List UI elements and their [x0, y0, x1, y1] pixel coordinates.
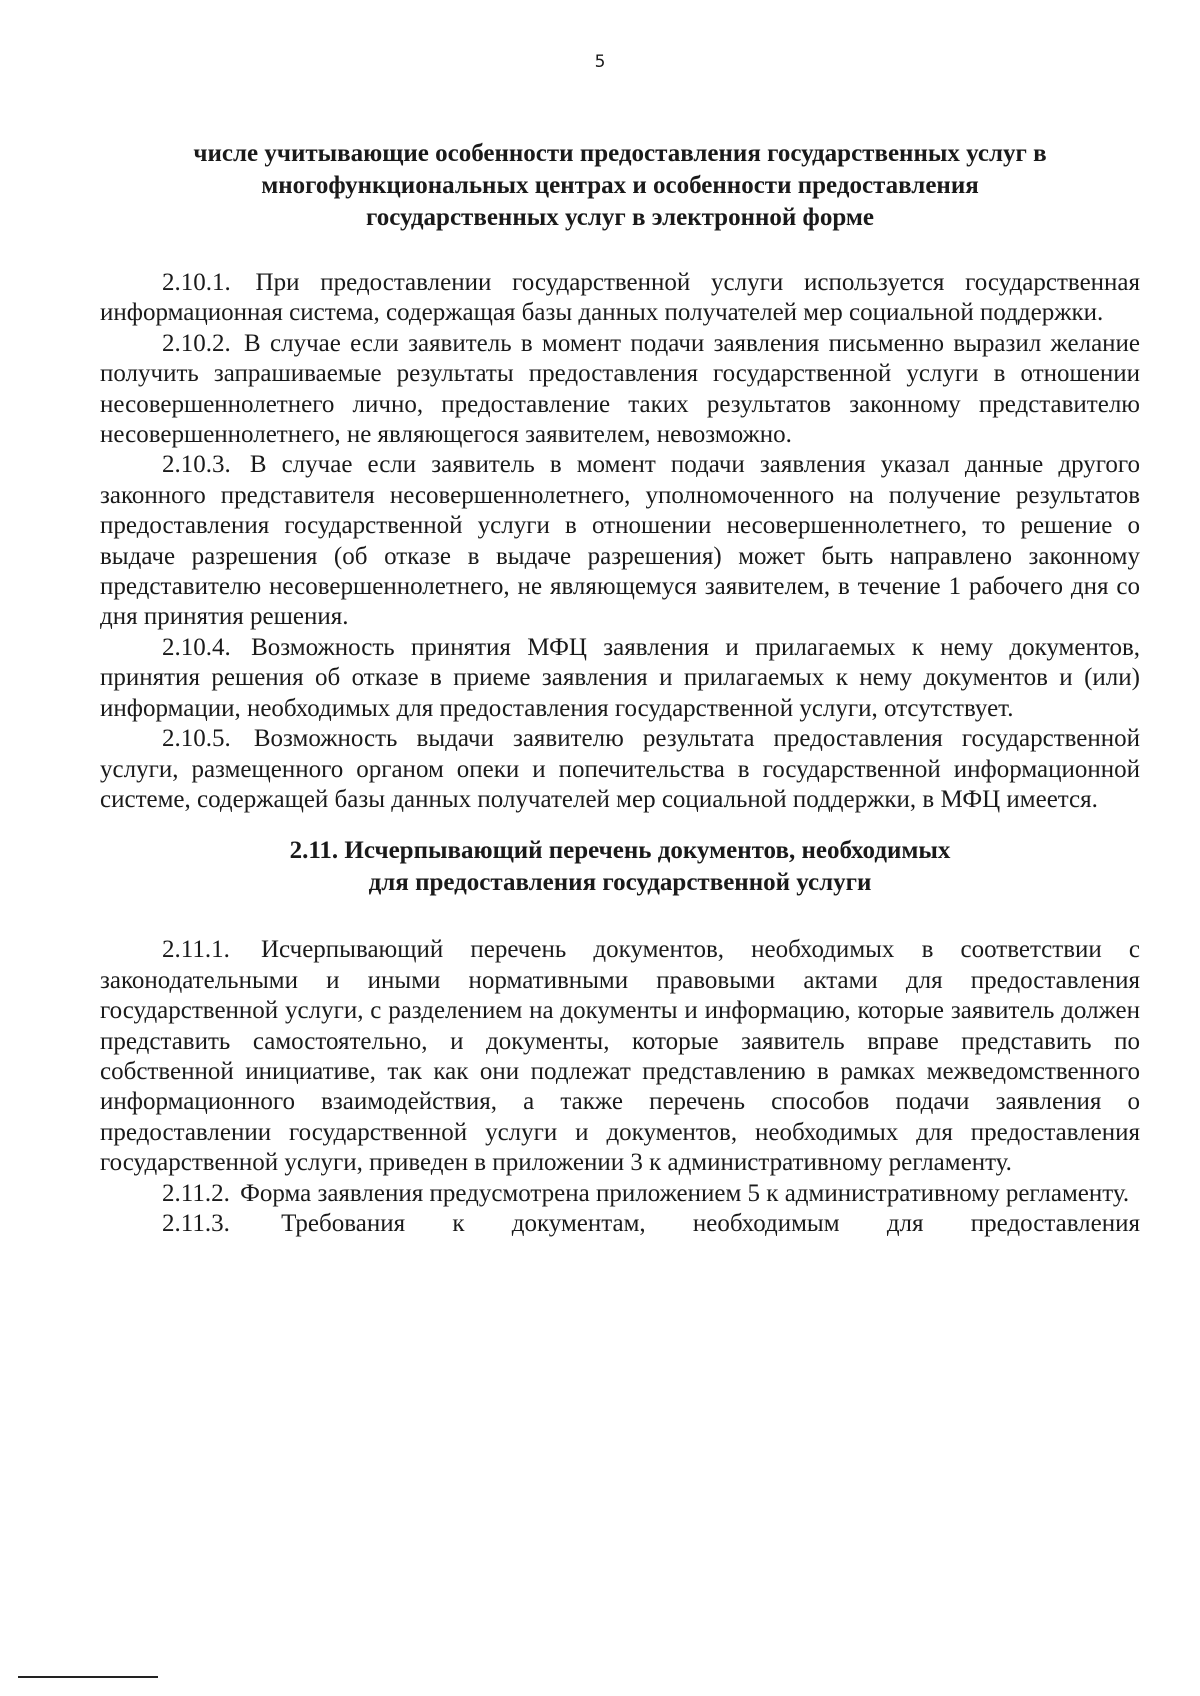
paragraph-2-11-2 [100, 1179, 1140, 1209]
clause-number: 2.10.2. [162, 329, 231, 357]
paragraph-2-10-1 [100, 268, 1140, 329]
clause-number: 2.10.1. [162, 269, 231, 296]
clause-text: Требования к документам, необходимым для предоставления [281, 1209, 1141, 1237]
clause-text: Исчерпывающий перечень документов, необходимых в соответствии с законодательными и иными нормативными правовыми актами для предоставления государственной услуги, с разделением на документы и информацию, которые заявитель должен представить самостоятельно, и документы, которые заявитель вправе представить по собственной инициативе, так как они подлежат представлению в рамках межведомственного информационного взаимодействия, а также перечень способов подачи заявления о предоставлении государственной услуги и документов, необходимых для предоставления государственной услуги, приведен в приложении 3 к административному регламенту. [100, 936, 1140, 1177]
heading-line: многофункциональных центрах и особенности предоставления [261, 172, 979, 199]
clause-number: 2.11.2. [162, 1179, 230, 1207]
clause-number: 2.10.3. [162, 451, 231, 479]
section-heading-2-10 [100, 138, 1140, 234]
heading-line: государственных услуг в электронной форме [365, 204, 874, 231]
paragraph-2-10-2 [100, 329, 1140, 451]
heading-line: 2.11. Исчерпывающий перечень документов, необходимых [289, 837, 951, 865]
section-heading-2-11 [100, 835, 1140, 899]
paragraph-2-11-1 [100, 935, 1140, 1178]
paragraph-2-10-4 [100, 633, 1140, 724]
clause-text: В случае если заявитель в момент подачи заявления письменно выразил желание получить запрашиваемые результаты предоставления государственной услуги в отношении несовершеннолетнего лично, предоставление таких результатов законному представителю несовершеннолетнего, не являющегося заявителем, невозможно. [100, 329, 1141, 449]
clause-number: 2.11.3. [162, 1209, 230, 1237]
clause-text: Возможность принятия МФЦ заявления и прилагаемых к нему документов, принятия решения об отказе в приеме заявления и прилагаемых к нему документов и (или) информации, необходимых для предоставления государственной услуги, отсутствует. [100, 633, 1140, 722]
document-body [100, 138, 1140, 1239]
clause-number: 2.10.5. [162, 725, 231, 753]
clause-number: 2.10.4. [162, 633, 231, 661]
clause-number: 2.11.1. [162, 936, 230, 964]
clause-text: При предоставлении государственной услуги используется государственная информационная система, содержащая базы данных получателей мер социальной поддержки. [100, 269, 1141, 327]
paragraph-2-10-3 [100, 450, 1140, 632]
heading-line: числе учитывающие особенности предоставления государственных услуг в [193, 140, 1047, 167]
paragraph-2-10-5 [100, 724, 1140, 815]
clause-text: Возможность выдачи заявителю результата предоставления государственной услуги, размещенного органом опеки и попечительства в государственной информационной системе, содержащей базы данных получателей мер социальной поддержки, в МФЦ имеется. [100, 725, 1141, 813]
page-number: 5 [594, 52, 606, 72]
clause-text: Форма заявления предусмотрена приложением 5 к административному регламенту. [240, 1179, 1130, 1207]
heading-line: для предоставления государственной услуги [368, 869, 872, 897]
clause-text: В случае если заявитель в момент подачи заявления указал данные другого законного представителя несовершеннолетнего, уполномоченного на получение результатов предоставления государственной услуги в отношении несовершеннолетнего, то решение о выдаче разрешения (об отказе в выдаче разрешения) может быть направлено законному представителю несовершеннолетнего, не являющемуся заявителем, в течение 1 рабочего дня со дня принятия решения. [100, 451, 1141, 631]
footer-divider [18, 1676, 158, 1678]
paragraph-2-11-3 [100, 1209, 1140, 1239]
